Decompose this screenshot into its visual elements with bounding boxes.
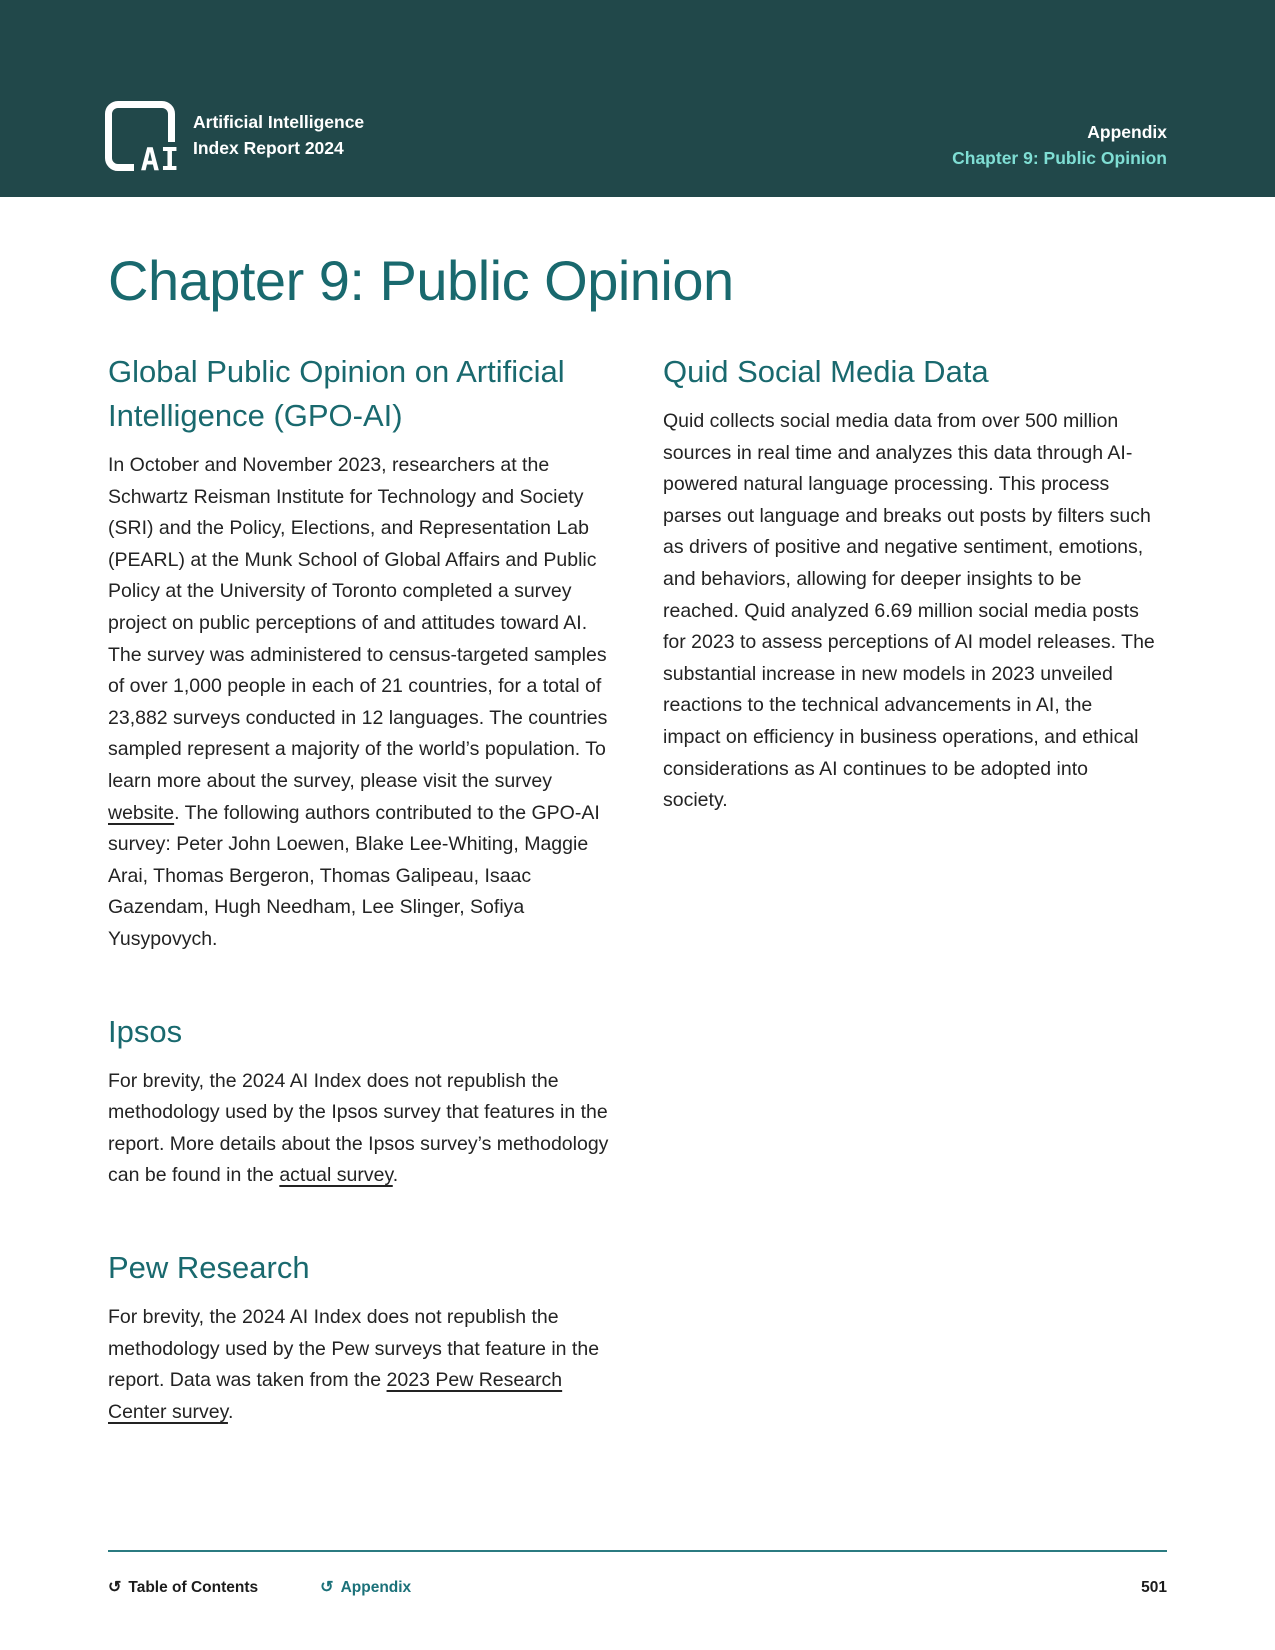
brand-line2: Index Report 2024 — [193, 138, 344, 158]
section-heading-pew: Pew Research — [108, 1249, 310, 1285]
page-number: 501 — [1141, 1579, 1167, 1596]
section-heading-gpoai: Global Public Opinion on Artificial Intelligence (GPO-AI) — [108, 354, 565, 434]
section-paragraph-pew: For brevity, the 2024 AI Index does not republish the methodology used by the Pew surveys that feature in the report. Data was taken from the 2023 Pew Research Center survey. — [108, 1305, 600, 1423]
section-paragraph-ipsos: For brevity, the 2024 AI Index does not republish the methodology used by the Ipsos survey that features in the report. More details about the Ipsos survey’s methodology can be found in the actual survey. — [108, 1069, 609, 1187]
section-paragraph-quid: Quid collects social media data from over 500 million sources in real time and analyzes this data through AI-powered natural language processing. This process parses out language and breaks out posts by filters such as drivers of positive and negative sentiment, emotions, and behaviors, allowing for deeper insights to be reached. Quid analyzed 6.69 million social media posts for 2023 to assess perceptions of AI model releases. The substantial increase in new models in 2023 unveiled reactions to the technical advancements in AI, the impact on efficiency in business operations, and ethical considerations as AI continues to be adopted into society. — [663, 410, 1155, 812]
page-footer — [108, 1550, 1167, 1598]
brand-title — [193, 109, 364, 164]
left-column — [108, 350, 623, 1428]
actual-survey-link[interactable]: actual survey — [279, 1164, 393, 1187]
header-breadcrumb — [952, 119, 1167, 172]
table-of-contents-link[interactable] — [108, 1578, 258, 1598]
return-arrow-icon: ↺ — [320, 1579, 334, 1596]
brand-line1: Artificial Intelligence — [193, 111, 365, 132]
section-paragraph-gpoai: In October and November 2023, researchers at the Schwartz Reisman Institute for Technology and Society (SRI) and the Policy, Elections, and Representation Lab (PEARL) at the Munk School of Global Affairs and Public Policy at the University of Toronto completed a survey project on public perceptions of and attitudes toward AI. The survey was administered to census-targeted samples of over 1,000 people in each of 21 countries, for a total of 23,882 surveys conducted in 12 languages. The countries sampled represent a majority of the world’s population. To learn more about the survey, please visit the survey website. The following authors contributed to the GPO-AI survey: Peter John Loewen, Blake Lee-Whiting, Maggie Arai, Thomas Bergeron, Thomas Galipeau, Isaac Gazendam, Hugh Needham, Lee Slinger, Sofiya Yusypovych. — [108, 454, 608, 950]
footer-row — [108, 1578, 1167, 1598]
website-link[interactable]: website — [108, 801, 175, 824]
header-bar — [0, 0, 1275, 197]
header-chapter-label: Chapter 9: Public Opinion — [952, 147, 1167, 168]
right-column — [663, 350, 1155, 1428]
section-ipsos — [108, 1010, 623, 1192]
appendix-label: Appendix — [340, 1579, 412, 1596]
two-column-layout — [108, 350, 1167, 1428]
page-title: Chapter 9: Public Opinion — [108, 249, 734, 312]
table-of-contents-label: Table of Contents — [128, 1579, 259, 1596]
section-heading-quid: Quid Social Media Data — [663, 354, 989, 389]
ai-index-logo — [105, 101, 180, 178]
pew-survey-link[interactable]: 2023 Pew Research Center survey — [108, 1369, 563, 1423]
return-arrow-icon: ↺ — [108, 1579, 122, 1596]
section-pew — [108, 1246, 623, 1428]
section-heading-ipsos: Ipsos — [108, 1013, 183, 1049]
brand-block — [105, 101, 365, 178]
footer-divider — [108, 1550, 1167, 1552]
main-content — [0, 248, 1275, 1428]
appendix-link[interactable] — [320, 1578, 411, 1598]
header-appendix-label: Appendix — [1087, 121, 1167, 142]
section-gpoai — [108, 350, 623, 956]
logo-letters: AI — [134, 142, 181, 176]
section-quid — [663, 350, 1155, 817]
